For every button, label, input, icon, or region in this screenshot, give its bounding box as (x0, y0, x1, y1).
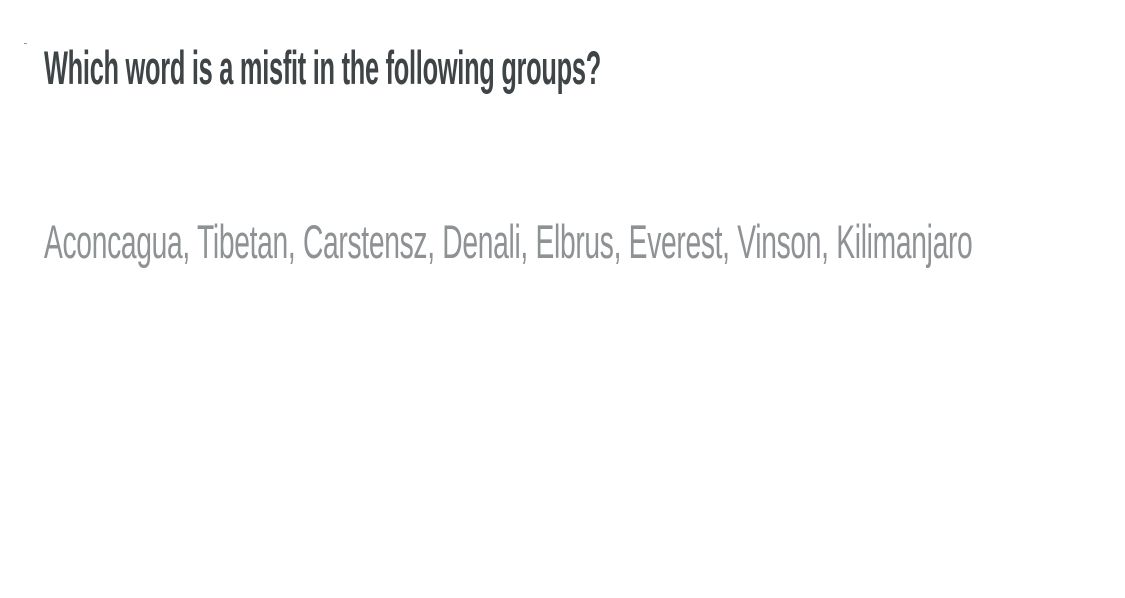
word-list: Aconcagua, Tibetan, Carstensz, Denali, Elbrus, Everest, Vinson, Kilimanjaro (44, 215, 973, 268)
question-title: Which word is a misfit in the following groups? (44, 41, 601, 94)
corner-mark (24, 43, 27, 44)
